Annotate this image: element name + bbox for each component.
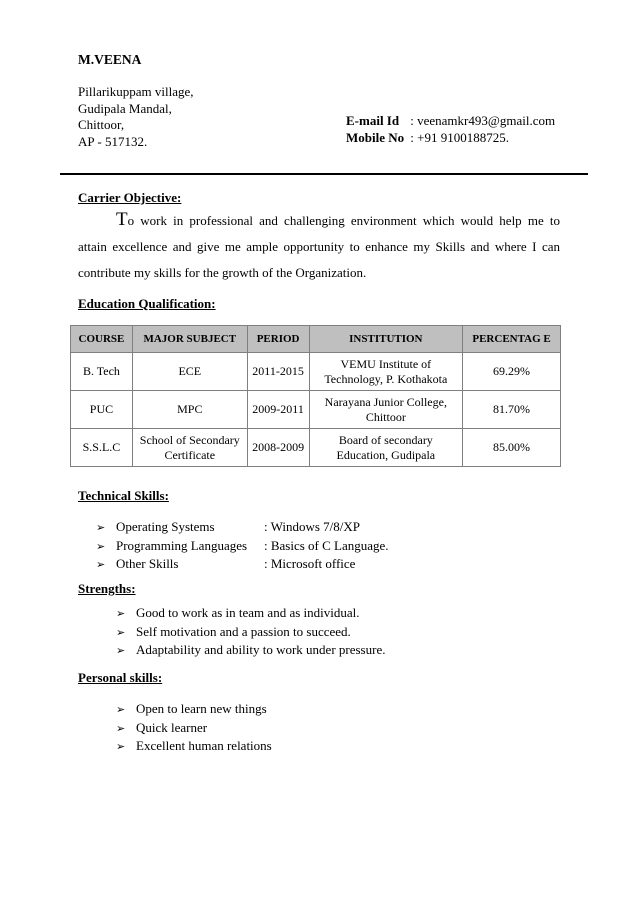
objective-text xyxy=(78,208,560,286)
education-table xyxy=(70,325,561,467)
table-row xyxy=(71,391,561,429)
personal-skill-text: Open to learn new things xyxy=(136,701,267,716)
table-cell: 2009-2011 xyxy=(247,391,309,429)
list-item xyxy=(116,623,385,642)
table-cell: 69.29% xyxy=(463,353,561,391)
arrow-bullet-icon: ➢ xyxy=(96,522,106,534)
email-value: : veenamkr493@gmail.com xyxy=(410,113,556,128)
table-cell: School of Secondary Certificate xyxy=(132,429,247,467)
table-cell: PUC xyxy=(71,391,133,429)
strength-text: Good to work as in team and as individual. xyxy=(136,605,360,620)
skill-key: Operating Systems xyxy=(116,519,215,534)
table-cell: ECE xyxy=(132,353,247,391)
personal-list xyxy=(116,700,272,756)
objective-heading: Carrier Objective: xyxy=(78,190,182,205)
table-cell: Narayana Junior College, Chittoor xyxy=(309,391,463,429)
header-divider xyxy=(60,173,588,175)
strength-text: Self motivation and a passion to succeed. xyxy=(136,623,351,639)
skill-value: : Microsoft office xyxy=(264,556,356,571)
list-item xyxy=(96,555,389,574)
address-line: Pillarikuppam village, xyxy=(78,84,194,99)
address-line: Gudipala Mandal, xyxy=(78,100,172,116)
column-header: INSTITUTION xyxy=(309,326,463,353)
arrow-bullet-icon: ➢ xyxy=(116,722,126,735)
skill-key: Other Skills xyxy=(116,556,179,571)
table-cell: Board of secondary Education, Gudipala xyxy=(309,429,463,467)
table-cell: 2008-2009 xyxy=(247,429,309,467)
email-label: E-mail Id xyxy=(346,113,400,128)
strengths-heading: Strengths: xyxy=(78,581,136,596)
arrow-bullet-icon: ➢ xyxy=(96,559,106,571)
strengths-list xyxy=(116,604,385,660)
table-cell: S.S.L.C xyxy=(71,429,133,467)
personal-heading: Personal skills: xyxy=(78,670,163,685)
list-item xyxy=(116,641,385,660)
arrow-bullet-icon: ➢ xyxy=(116,741,126,753)
column-header: COURSE xyxy=(71,326,133,353)
table-cell: 85.00% xyxy=(463,429,561,467)
objective-body: o work in professional and challenging environment which would help me to attain excellence and give me ample opportunity to enhance my Skills and where I can contribute my skills for the growth of the Organization. xyxy=(78,213,560,280)
table-cell: 2011-2015 xyxy=(247,353,309,391)
table-cell: MPC xyxy=(132,391,247,429)
list-item xyxy=(96,518,389,537)
personal-skill-text: Quick learner xyxy=(136,719,208,735)
column-header: MAJOR SUBJECT xyxy=(132,326,247,353)
arrow-bullet-icon: ➢ xyxy=(116,608,126,620)
arrow-bullet-icon: ➢ xyxy=(116,704,126,716)
skill-key: Programming Languages xyxy=(116,537,248,553)
table-row xyxy=(71,429,561,467)
table-cell: VEMU Institute of Technology, P. Kothakota xyxy=(309,353,463,391)
arrow-bullet-icon: ➢ xyxy=(116,645,126,657)
candidate-name: M.VEENA xyxy=(78,52,142,67)
list-item xyxy=(96,537,389,556)
table-cell: 81.70% xyxy=(463,391,561,429)
email-row xyxy=(346,113,555,130)
table-cell: B. Tech xyxy=(71,353,133,391)
education-heading: Education Qualification: xyxy=(78,296,216,311)
list-item xyxy=(116,700,272,719)
address-line: Chittoor, xyxy=(78,117,125,132)
arrow-bullet-icon: ➢ xyxy=(116,626,126,639)
mobile-row xyxy=(346,130,555,147)
list-item xyxy=(116,604,385,623)
list-item xyxy=(116,737,272,756)
list-item xyxy=(116,719,272,738)
strength-text: Adaptability and ability to work under pressure. xyxy=(136,642,386,657)
arrow-bullet-icon: ➢ xyxy=(96,540,106,553)
address-block xyxy=(78,84,194,150)
skill-value: : Basics of C Language. xyxy=(264,537,389,553)
table-header-row xyxy=(71,326,561,353)
skill-value: : Windows 7/8/XP xyxy=(264,519,361,534)
contact-block xyxy=(346,113,555,146)
technical-list xyxy=(96,518,389,574)
technical-heading: Technical Skills: xyxy=(78,488,169,503)
personal-skill-text: Excellent human relations xyxy=(136,738,272,753)
column-header: PERCENTAG E xyxy=(463,326,561,353)
mobile-label: Mobile No xyxy=(346,129,405,145)
mobile-value: : +91 9100188725. xyxy=(410,129,509,145)
address-line: AP - 517132. xyxy=(78,133,148,149)
objective-first-letter: T xyxy=(116,209,128,230)
column-header: PERIOD xyxy=(247,326,309,353)
table-row xyxy=(71,353,561,391)
